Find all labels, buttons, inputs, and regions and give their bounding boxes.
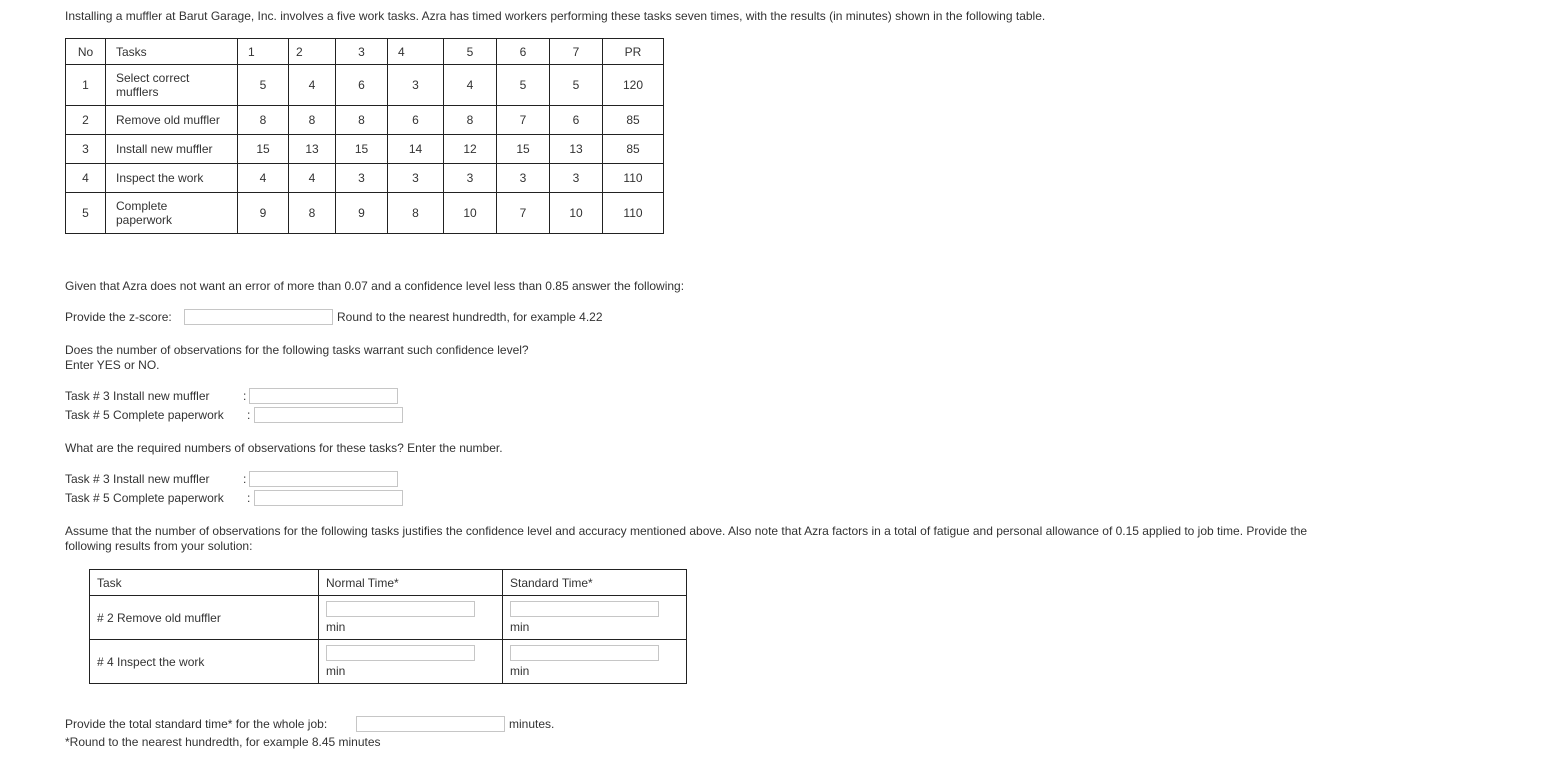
row-time: 5	[238, 65, 289, 106]
table-row	[66, 193, 664, 234]
timings-table	[65, 38, 664, 234]
row-time: 13	[289, 135, 336, 164]
row-time: 7	[497, 193, 550, 234]
row-time: 10	[444, 193, 497, 234]
normal-time-input[interactable]	[326, 601, 475, 617]
row-time: 10	[550, 193, 603, 234]
table-row	[66, 164, 664, 193]
row-time: 15	[497, 135, 550, 164]
row-pr: 120	[603, 65, 664, 106]
table-header-row	[66, 39, 664, 65]
row-no: 5	[66, 193, 106, 234]
zscore-hint: Round to the nearest hundredth, for example 4.22	[337, 310, 603, 324]
row-time: 3	[444, 164, 497, 193]
row-pr: 85	[603, 135, 664, 164]
row-time: 3	[388, 65, 444, 106]
normal-time-cell	[319, 596, 503, 640]
table-row	[66, 106, 664, 135]
zscore-input[interactable]	[184, 309, 333, 325]
zscore-label: Provide the z-score:	[65, 310, 172, 324]
row-time: 3	[497, 164, 550, 193]
standard-time-input[interactable]	[510, 645, 659, 661]
table-row	[90, 596, 687, 640]
row-no: 1	[66, 65, 106, 106]
row-time: 14	[388, 135, 444, 164]
row-time: 15	[336, 135, 388, 164]
row-time: 4	[444, 65, 497, 106]
unit-label: min	[326, 664, 346, 678]
row-time: 8	[388, 193, 444, 234]
row-time: 8	[444, 106, 497, 135]
header-tasks: Tasks	[106, 39, 238, 65]
normal-time-input[interactable]	[326, 645, 475, 661]
row-time: 12	[444, 135, 497, 164]
row-time: 6	[388, 106, 444, 135]
results-header-normal: Normal Time*	[319, 570, 503, 596]
required-task5-label: Task # 5 Complete paperwork	[65, 491, 224, 505]
row-time: 3	[388, 164, 444, 193]
row-time: 3	[550, 164, 603, 193]
row-time: 4	[289, 65, 336, 106]
row-time: 9	[336, 193, 388, 234]
required-task3-input[interactable]	[249, 471, 398, 487]
row-pr: 85	[603, 106, 664, 135]
warrant-task3-input[interactable]	[249, 388, 398, 404]
row-task: Select correct mufflers	[106, 65, 238, 106]
header-t3: 3	[336, 39, 388, 65]
header-pr: PR	[603, 39, 664, 65]
warrant-task3-label: Task # 3 Install new muffler	[65, 389, 210, 403]
header-t6: 6	[497, 39, 550, 65]
colon: :	[243, 389, 247, 403]
row-time: 8	[289, 106, 336, 135]
row-time: 5	[497, 65, 550, 106]
results-table	[89, 569, 687, 684]
required-task3-label: Task # 3 Install new muffler	[65, 472, 210, 486]
row-time: 4	[289, 164, 336, 193]
colon: :	[247, 491, 251, 505]
intro-text: Installing a muffler at Barut Garage, Inc. involves a five work tasks. Azra has timed workers performing these tasks seven times, with the results (in minutes) shown in the following table.	[65, 9, 1046, 23]
standard-time-cell	[503, 596, 687, 640]
row-time: 4	[238, 164, 289, 193]
warrant-task5-label: Task # 5 Complete paperwork	[65, 408, 224, 422]
total-label: Provide the total standard time* for the whole job:	[65, 717, 328, 731]
row-time: 8	[336, 106, 388, 135]
row-time: 15	[238, 135, 289, 164]
row-task: Complete paperwork	[106, 193, 238, 234]
header-t4: 4	[388, 39, 444, 65]
standard-time-cell	[503, 640, 687, 684]
warrant-question: Does the number of observations for the following tasks warrant such confidence level? Enter YES or NO.	[65, 343, 529, 372]
table-row	[90, 640, 687, 684]
colon: :	[243, 472, 247, 486]
results-header-task: Task	[90, 570, 319, 596]
row-time: 5	[550, 65, 603, 106]
total-input[interactable]	[356, 716, 505, 732]
unit-label: min	[510, 664, 530, 678]
row-no: 3	[66, 135, 106, 164]
row-time: 8	[238, 106, 289, 135]
assume-text: Assume that the number of observations for the following tasks justifies the confidence level and accuracy mentioned above. Also note that Azra factors in a total of fatigue and personal allowance of 0.15 applied to job time. Provide the following results from your solution:	[65, 524, 1308, 553]
header-t7: 7	[550, 39, 603, 65]
row-time: 13	[550, 135, 603, 164]
table-row	[66, 65, 664, 106]
rounding-note: *Round to the nearest hundredth, for example 8.45 minutes	[65, 735, 381, 749]
warrant-task5-input[interactable]	[254, 407, 403, 423]
unit-label: min	[510, 620, 530, 634]
header-t1: 1	[238, 39, 289, 65]
row-time: 3	[336, 164, 388, 193]
table-row	[66, 135, 664, 164]
row-time: 9	[238, 193, 289, 234]
row-time: 6	[336, 65, 388, 106]
row-time: 8	[289, 193, 336, 234]
normal-time-cell	[319, 640, 503, 684]
given-text: Given that Azra does not want an error of more than 0.07 and a confidence level less than 0.85 answer the following:	[65, 279, 685, 293]
row-time: 6	[550, 106, 603, 135]
row-pr: 110	[603, 164, 664, 193]
required-question: What are the required numbers of observations for these tasks? Enter the number.	[65, 441, 503, 455]
row-task: Inspect the work	[106, 164, 238, 193]
total-unit: minutes.	[509, 717, 555, 731]
results-task: # 2 Remove old muffler	[90, 596, 319, 640]
row-task: Remove old muffler	[106, 106, 238, 135]
row-no: 4	[66, 164, 106, 193]
header-no: No	[66, 39, 106, 65]
required-task5-input[interactable]	[254, 490, 403, 506]
unit-label: min	[326, 620, 346, 634]
results-task: # 4 Inspect the work	[90, 640, 319, 684]
standard-time-input[interactable]	[510, 601, 659, 617]
header-t5: 5	[444, 39, 497, 65]
header-t2: 2	[289, 39, 336, 65]
row-task: Install new muffler	[106, 135, 238, 164]
row-time: 7	[497, 106, 550, 135]
row-no: 2	[66, 106, 106, 135]
row-pr: 110	[603, 193, 664, 234]
results-header-row	[90, 570, 687, 596]
results-header-standard: Standard Time*	[503, 570, 687, 596]
colon: :	[247, 408, 251, 422]
